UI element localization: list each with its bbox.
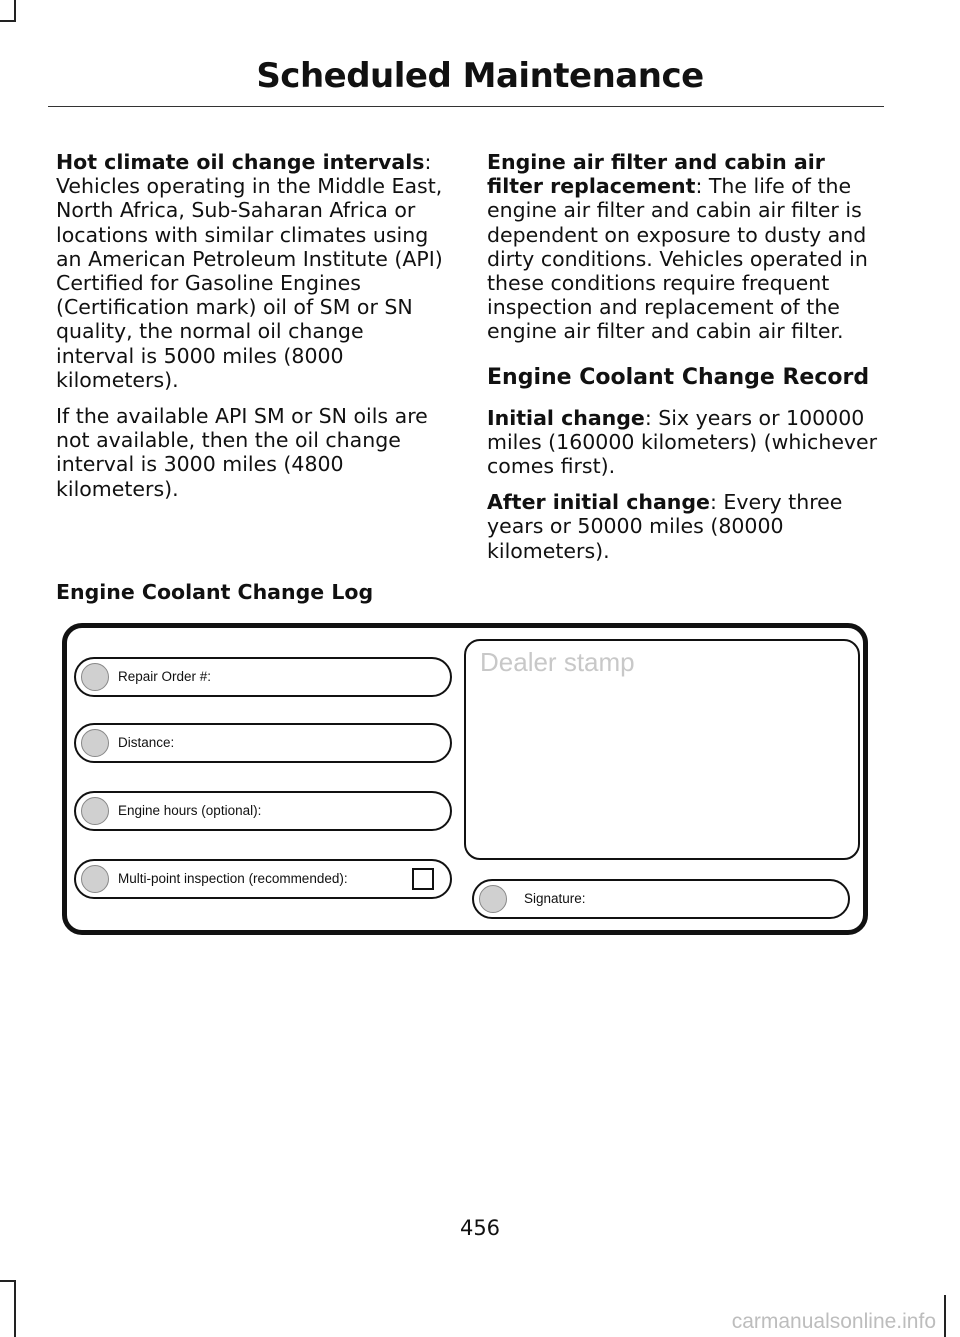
field-bullet-icon (81, 797, 109, 825)
crop-mark (14, 1280, 16, 1337)
field-bullet-icon (81, 663, 109, 691)
dealer-stamp-placeholder: Dealer stamp (480, 647, 635, 677)
page-number: 456 (459, 1216, 501, 1240)
hot-climate-text: : Vehicles operating in the Middle East, North Africa, Sub-Saharan Africa or locations with similar climates using an American Petroleum Institute (API) Certified for Gasoline Engines (Certification mark) oil of SM or SN quality, the normal oil change interval is 5000 miles (8000 kilometers). (56, 150, 443, 392)
page-title: Scheduled Maintenance (256, 56, 704, 96)
initial-change-paragraph (487, 406, 882, 479)
coolant-record-heading: Engine Coolant Change Record (487, 364, 870, 390)
multipoint-inspection-checkbox[interactable] (412, 868, 434, 890)
air-filter-term: Engine air filter and cabin air filter replacement (487, 150, 825, 199)
signature-label: Signature: (524, 891, 586, 906)
hot-climate-term: Hot climate oil change intervals (56, 150, 425, 174)
initial-change-text: : Six years or 100000 miles (160000 kilometers) (whichever comes first). (487, 405, 878, 479)
field-bullet-icon (81, 865, 109, 893)
repair-order-field[interactable] (74, 657, 452, 697)
header-divider (48, 106, 884, 107)
initial-change-term: Initial change (487, 405, 645, 430)
distance-field[interactable] (74, 723, 452, 763)
multipoint-inspection-label: Multi-point inspection (recommended): (118, 871, 348, 886)
field-bullet-icon (479, 885, 507, 913)
crop-mark (0, 20, 16, 22)
right-column (487, 150, 882, 575)
field-bullet-icon (81, 729, 109, 757)
multipoint-inspection-field[interactable] (74, 859, 452, 899)
hot-climate-paragraph (56, 150, 448, 392)
air-filter-text: : The life of the engine air filter and cabin air filter is dependent on exposure to dusty and dirty conditions. Vehicles operated in these conditions require frequent inspection and replacement of the engine air filter and cabin air filter. (487, 174, 868, 344)
watermark: carmanualsonline.info (731, 1310, 936, 1333)
repair-order-label: Repair Order #: (118, 669, 212, 684)
dealer-stamp-box (464, 639, 860, 860)
coolant-log-label: Engine Coolant Change Log (56, 580, 374, 604)
air-filter-paragraph (487, 150, 882, 344)
crop-mark (944, 1295, 946, 1337)
crop-mark (0, 1280, 16, 1282)
crop-mark (14, 0, 16, 20)
engine-hours-field[interactable] (74, 791, 452, 831)
after-initial-change-paragraph (487, 490, 882, 563)
left-column (56, 150, 448, 513)
api-oil-paragraph: If the available API SM or SN oils are not available, then the oil change interval is 3000 miles (4800 kilometers). (56, 404, 428, 501)
distance-label: Distance: (118, 735, 175, 750)
after-initial-change-term: After initial change (487, 490, 710, 515)
engine-hours-label: Engine hours (optional): (118, 803, 262, 818)
after-initial-change-text: : Every three years or 50000 miles (80000 kilometers). (487, 490, 843, 563)
signature-field[interactable] (472, 879, 850, 919)
